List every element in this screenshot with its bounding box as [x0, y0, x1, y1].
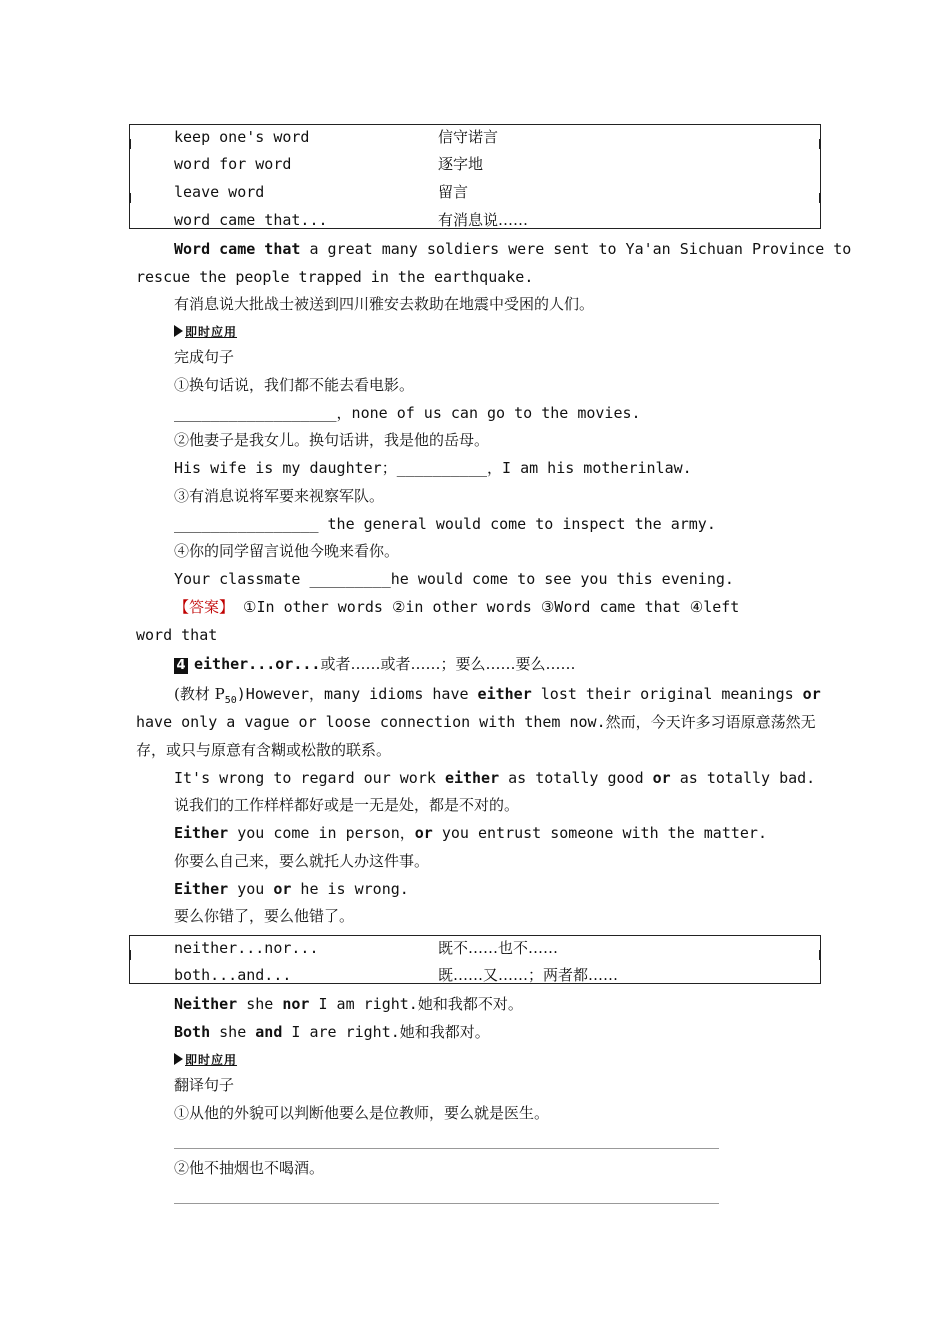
phrase-en: both...and...: [174, 966, 292, 984]
question-zh: ③有消息说将军要来视察军队。: [174, 487, 385, 505]
textbook-quote-cont: have only a vague or loose connection with them now.然而，今天许多习语原意荡然无: [136, 713, 816, 731]
answer-line: 【答案】 ①In other words ②in other words ③Word came that ④left: [174, 598, 740, 616]
answer-label: 【答案】: [174, 598, 235, 616]
phrase-en: leave word: [174, 183, 265, 201]
phrase-zh: 有消息说……: [438, 211, 529, 229]
example-translation: 说我们的工作样样都好或是一无是处，都是不对的。: [174, 796, 520, 814]
example-translation: 要么你错了，要么他错了。: [174, 907, 355, 925]
answer-line-rule[interactable]: [174, 1203, 719, 1204]
question-zh: ④你的同学留言说他今晚来看你。: [174, 542, 400, 560]
exercise-title: 翻译句子: [174, 1076, 235, 1094]
example-translation: 你要么自己来，要么就托人办这件事。: [174, 852, 430, 870]
keyword: Word came that: [174, 240, 301, 258]
play-triangle-icon: [174, 1053, 183, 1065]
phrase-en: neither...nor...: [174, 939, 319, 957]
answer-line-rule[interactable]: [174, 1148, 719, 1149]
phrase-zh: 信守诺言: [438, 128, 499, 146]
play-triangle-icon: [174, 325, 183, 337]
question-zh: ②他不抽烟也不喝酒。: [174, 1159, 325, 1177]
exercise-title: 完成句子: [174, 348, 235, 366]
phrase-table-word: [129, 124, 821, 229]
phrase-en: word for word: [174, 155, 292, 173]
question-blank: __________________，none of us can go to the movies.: [174, 404, 641, 422]
question-blank: Your classmate _________he would come to see you this evening.: [174, 570, 734, 588]
apply-badge: 即时应用: [174, 1051, 237, 1067]
phrase-zh: 留言: [438, 183, 469, 201]
example-sentence: Both she and I are right.她和我都对。: [174, 1023, 490, 1041]
answer-line-cont: word that: [136, 626, 218, 644]
apply-badge: 即时应用: [174, 323, 237, 339]
phrase-en: word came that...: [174, 211, 328, 229]
textbook-quote-cont: 存，或只与原意有含糊或松散的联系。: [136, 741, 392, 759]
phrase-en: keep one's word: [174, 128, 310, 146]
question-blank: ________________ the general would come to inspect the army.: [174, 515, 716, 533]
phrase-table-correlatives: [129, 935, 821, 984]
section-heading: 4 either...or...或者……或者……；要么……要么……: [174, 654, 575, 674]
question-blank: His wife is my daughter；__________，I am his motherinlaw.: [174, 459, 692, 477]
example-sentence-cont: rescue the people trapped in the earthquake.: [136, 268, 534, 286]
textbook-quote: (教材 $P_{50})However$，many idioms have either lost their original meanings or: [174, 685, 821, 706]
phrase-zh: 既不……也不……: [438, 939, 559, 957]
question-zh: ①换句话说，我们都不能去看电影。: [174, 376, 415, 394]
question-zh: ②他妻子是我女儿。换句话讲，我是他的岳母。: [174, 431, 490, 449]
example-sentence: Either you or he is wrong.: [174, 880, 409, 898]
example-translation: 有消息说大批战士被送到四川雅安去救助在地震中受困的人们。: [174, 295, 595, 313]
example-sentence: Neither she nor I am right.她和我都不对。: [174, 995, 523, 1013]
phrase-zh: 既……又……；两者都……: [438, 966, 619, 984]
example-sentence: Either you come in person，or you entrust someone with the matter.: [174, 824, 767, 842]
phrase-zh: 逐字地: [438, 155, 484, 173]
question-zh: ①从他的外貌可以判断他要么是位教师，要么就是医生。: [174, 1104, 550, 1122]
section-number: 4: [174, 658, 188, 674]
example-sentence: Word came that a great many soldiers were sent to Ya'an Sichuan Province to: [174, 240, 852, 258]
example-sentence: It's wrong to regard our work either as totally good or as totally bad.: [174, 769, 816, 787]
